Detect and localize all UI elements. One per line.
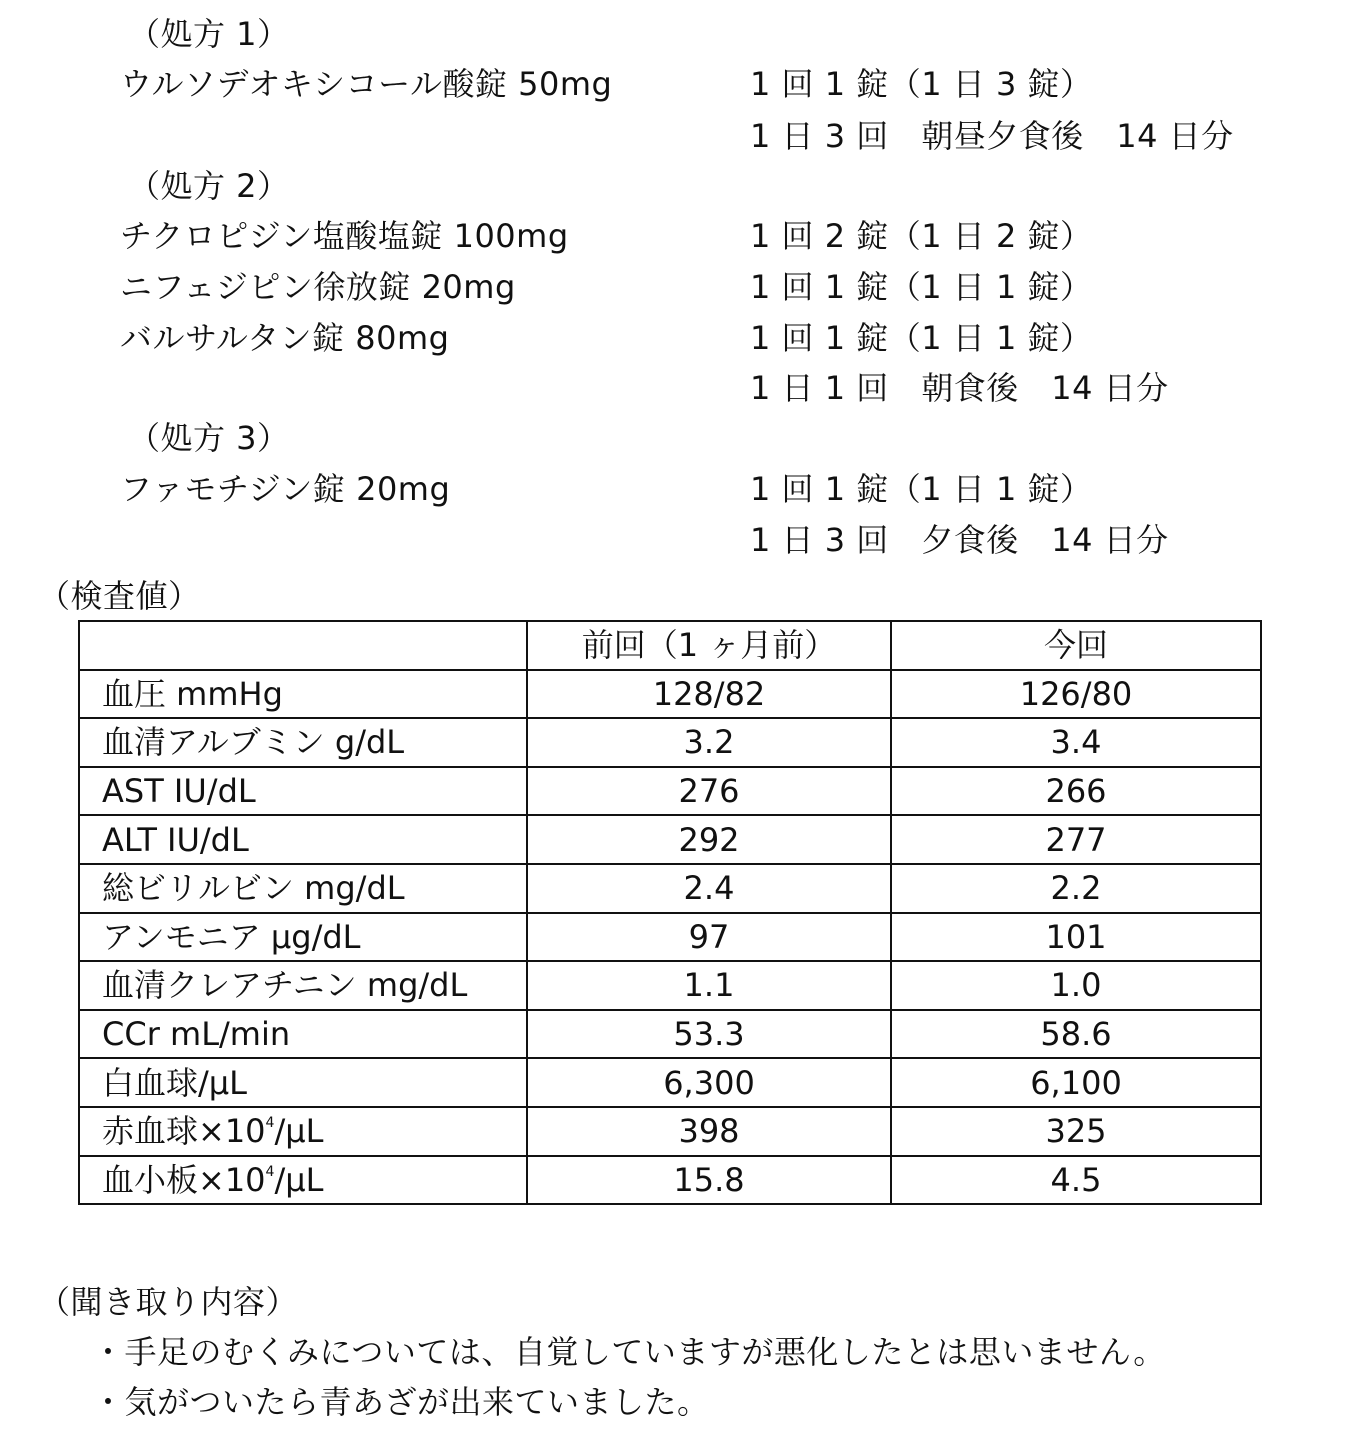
lab-item-name: CCr mL/min	[79, 1010, 527, 1059]
lab-previous-value: 6,300	[527, 1058, 891, 1107]
interview-heading: （聞き取り内容）	[38, 1283, 299, 1321]
lab-item-name-prefix: 血小板×10	[102, 1160, 266, 1199]
prescription-1-usage: 1 日 3 回 朝昼夕食後 14 日分	[750, 117, 1234, 155]
header-previous: 前回（1 ヶ月前）	[527, 621, 891, 670]
interview-item: ・気がついたら青あざが出来ていました。	[92, 1383, 710, 1421]
lab-item-name	[79, 1107, 527, 1156]
lab-current-value: 2.2	[891, 864, 1261, 913]
header-blank	[79, 621, 527, 670]
lab-previous-value: 3.2	[527, 718, 891, 767]
prescription-2-heading: （処方 2）	[128, 167, 290, 205]
drug-dose: 1 回 1 錠（1 日 3 錠）	[750, 65, 1093, 103]
lab-current-value: 3.4	[891, 718, 1261, 767]
table-row	[79, 670, 1261, 719]
lab-item-name-suffix: /μL	[274, 1112, 324, 1151]
lab-item-name: 血清アルブミン g/dL	[79, 718, 527, 767]
lab-item-name: ALT IU/dL	[79, 815, 527, 864]
lab-item-name-suffix: /μL	[274, 1160, 324, 1199]
drug-name: チクロピジン塩酸塩錠 100mg	[120, 217, 569, 255]
lab-previous-value: 1.1	[527, 961, 891, 1010]
table-row	[79, 718, 1261, 767]
lab-item-name: 血圧 mmHg	[79, 670, 527, 719]
lab-item-name-exponent: 4	[265, 1163, 275, 1180]
lab-item-name-prefix: 赤血球×10	[102, 1112, 266, 1151]
lab-item-name: 白血球/μL	[79, 1058, 527, 1107]
lab-current-value: 101	[891, 913, 1261, 962]
prescription-2-usage: 1 日 1 回 朝食後 14 日分	[750, 369, 1169, 407]
drug-name: バルサルタン錠 80mg	[120, 319, 450, 357]
prescription-3-heading: （処方 3）	[128, 419, 290, 457]
table-header-row	[79, 621, 1261, 670]
lab-item-name: 血清クレアチニン mg/dL	[79, 961, 527, 1010]
table-row	[79, 1010, 1261, 1059]
lab-heading: （検査値）	[38, 577, 201, 615]
table-row	[79, 961, 1261, 1010]
lab-item-name	[79, 1156, 527, 1205]
lab-previous-value: 53.3	[527, 1010, 891, 1059]
lab-previous-value: 2.4	[527, 864, 891, 913]
lab-previous-value: 97	[527, 913, 891, 962]
prescription-1-heading: （処方 1）	[128, 15, 290, 53]
lab-item-name: アンモニア μg/dL	[79, 913, 527, 962]
lab-values-table	[78, 620, 1262, 1205]
lab-current-value: 266	[891, 767, 1261, 816]
table-row	[79, 815, 1261, 864]
table-row	[79, 1058, 1261, 1107]
lab-current-value: 126/80	[891, 670, 1261, 719]
drug-name: ニフェジピン徐放錠 20mg	[120, 268, 516, 306]
lab-current-value: 277	[891, 815, 1261, 864]
table-row	[79, 1156, 1261, 1205]
drug-name: ウルソデオキシコール酸錠 50mg	[120, 65, 613, 103]
drug-dose: 1 回 2 錠（1 日 2 錠）	[750, 217, 1093, 255]
header-current: 今回	[891, 621, 1261, 670]
lab-previous-value: 128/82	[527, 670, 891, 719]
lab-current-value: 58.6	[891, 1010, 1261, 1059]
drug-name: ファモチジン錠 20mg	[120, 470, 451, 508]
lab-current-value: 6,100	[891, 1058, 1261, 1107]
interview-item: ・手足のむくみについては、自覚していますが悪化したとは思いません。	[92, 1333, 1166, 1371]
lab-previous-value: 292	[527, 815, 891, 864]
lab-item-name: AST IU/dL	[79, 767, 527, 816]
table-row	[79, 913, 1261, 962]
lab-previous-value: 276	[527, 767, 891, 816]
table-row	[79, 864, 1261, 913]
lab-current-value: 1.0	[891, 961, 1261, 1010]
table-row	[79, 767, 1261, 816]
lab-current-value: 4.5	[891, 1156, 1261, 1205]
lab-previous-value: 15.8	[527, 1156, 891, 1205]
lab-previous-value: 398	[527, 1107, 891, 1156]
drug-dose: 1 回 1 錠（1 日 1 錠）	[750, 319, 1093, 357]
table-row	[79, 1107, 1261, 1156]
drug-dose: 1 回 1 錠（1 日 1 錠）	[750, 268, 1093, 306]
drug-dose: 1 回 1 錠（1 日 1 錠）	[750, 470, 1093, 508]
lab-item-name-exponent: 4	[265, 1115, 275, 1132]
lab-item-name: 総ビリルビン mg/dL	[79, 864, 527, 913]
prescription-3-usage: 1 日 3 回 夕食後 14 日分	[750, 521, 1169, 559]
lab-current-value: 325	[891, 1107, 1261, 1156]
